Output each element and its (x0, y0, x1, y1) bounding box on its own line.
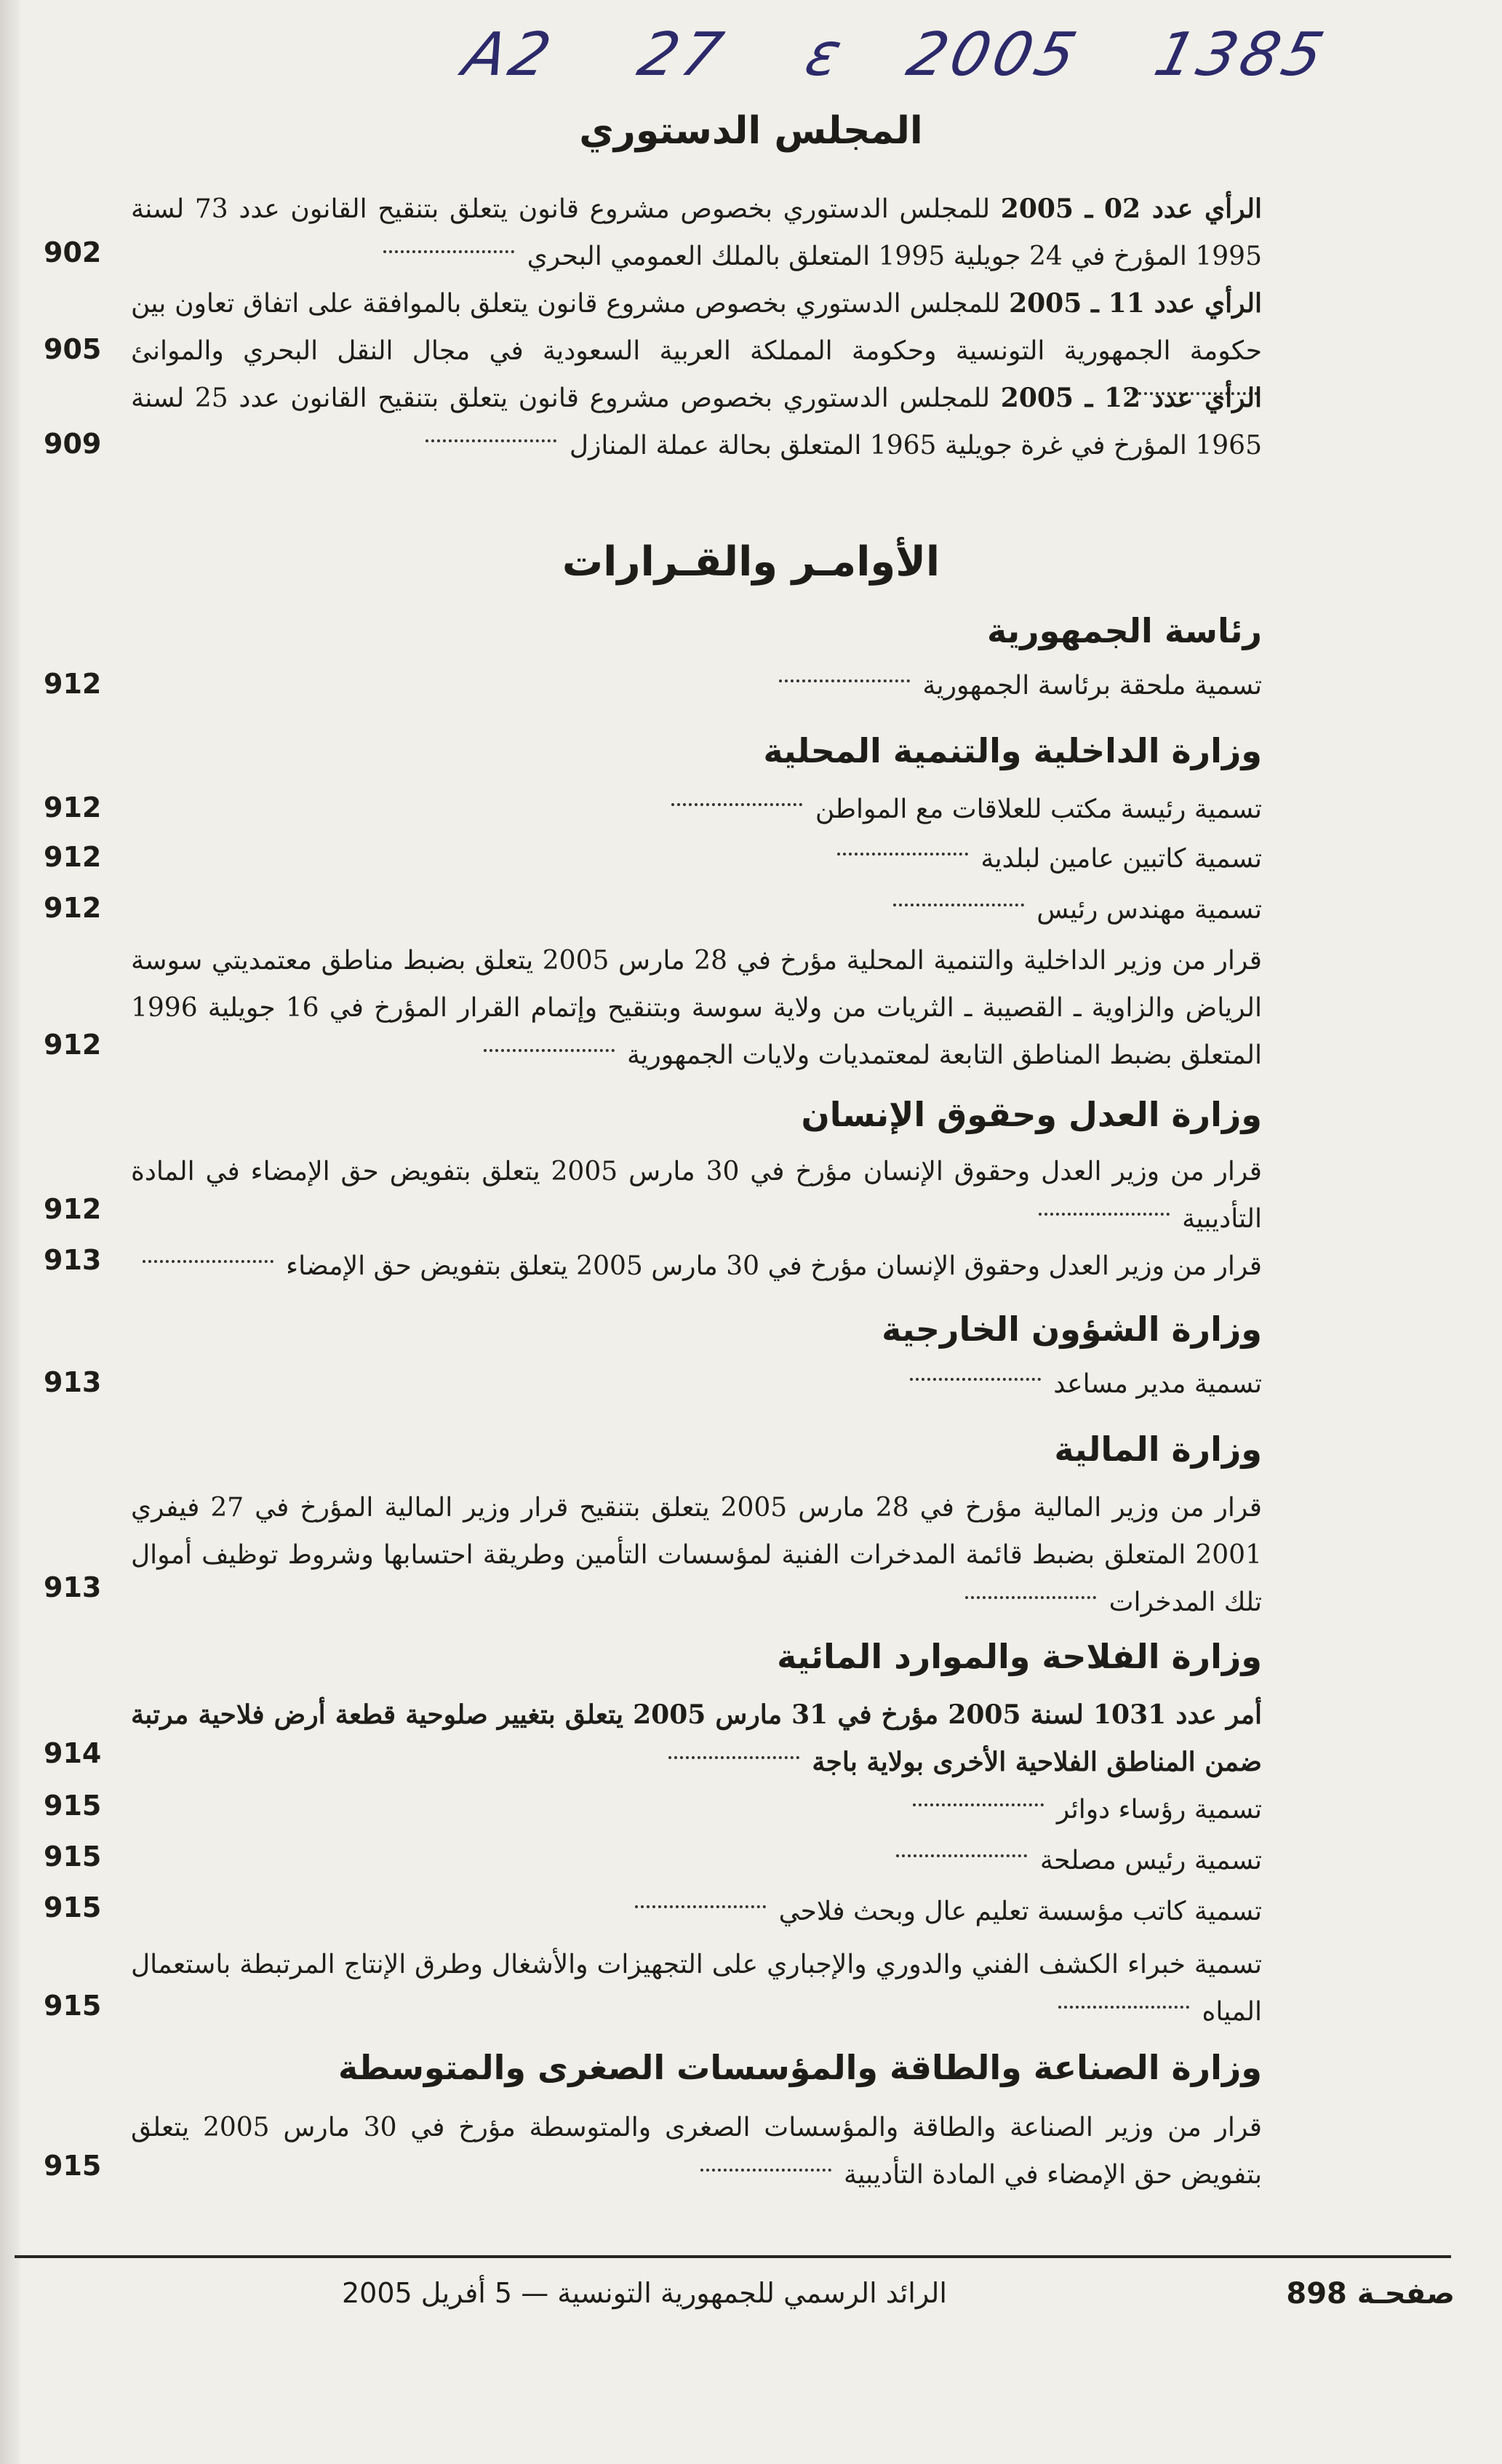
section-heading: رئاسة الجمهورية (986, 611, 1262, 650)
leader-dots (965, 1596, 1096, 1599)
leader-dots (893, 904, 1024, 906)
entry-text: تسمية رؤساء دوائر (1056, 1795, 1262, 1825)
entry-text: تسمية رئيس مصلحة (1039, 1846, 1262, 1875)
handwritten-annotation (457, 13, 1375, 100)
entry (131, 1837, 1262, 1884)
council-entry-3 (131, 375, 1262, 469)
leader-dots (635, 1905, 766, 1908)
entry-text: قرار من وزير الصناعة والطاقة والمؤسسات الصغرى والمتوسطة مؤرخ في 30 مارس 2005 يتعلق بتفويض حق الإمضاء في المادة التأديبية (131, 2113, 1263, 2190)
council-entry-1 (131, 186, 1262, 280)
page-number: 913 (44, 1366, 102, 1398)
entry (131, 786, 1262, 833)
entry (131, 1941, 1262, 2036)
footer-page-label: صفحـة 898 (1286, 2277, 1455, 2311)
entry (131, 1484, 1262, 1626)
entry-text: تسمية ملحقة برئاسة الجمهورية (922, 671, 1262, 701)
entry-text: للمجلس الدستوري بخصوص مشروع قانون يتعلق بتنقيح القانون عدد 25 لسنة 1965 المؤرخ في غرة جويلية 1965 المتعلق بحالة عملة المنازل (131, 383, 1262, 460)
footer-rule (15, 2255, 1451, 2258)
entry (131, 937, 1262, 1079)
leader-dots (837, 853, 968, 856)
page-number: 913 (44, 1571, 102, 1603)
page-number: 905 (44, 333, 102, 365)
page-number: 915 (44, 2150, 102, 2182)
page-number: 912 (44, 792, 102, 824)
page-number: 912 (44, 1029, 102, 1061)
entry-text: للمجلس الدستوري بخصوص مشروع قانون يتعلق بتنقيح القانون عدد 73 لسنة 1995 المؤرخ في 24 جويلية 1995 المتعلق بالملك العمومي البحري (131, 194, 1262, 271)
entry (131, 1148, 1262, 1243)
page-number: 915 (44, 1841, 102, 1873)
entry (131, 662, 1262, 709)
entry-lead: الرأي عدد 11 ـ 2005 (1009, 288, 1262, 319)
section-heading: وزارة الداخلية والتنمية المحلية (763, 731, 1262, 770)
leader-dots (896, 1854, 1027, 1857)
entry (131, 1691, 1262, 1786)
entry-text: تسمية رئيسة مكتب للعلاقات مع المواطن (815, 794, 1262, 824)
leader-dots (383, 250, 514, 253)
leader-dots (143, 1260, 273, 1263)
entry (131, 1786, 1262, 1833)
leader-dots (668, 1756, 799, 1759)
scan-edge (0, 0, 20, 2464)
handwriting-part: ε (799, 20, 853, 89)
leader-dots (671, 803, 802, 806)
handwriting-part: 1385 (1148, 20, 1335, 89)
entry-text: تسمية خبراء الكشف الفني والدوري والإجباري على التجهيزات والأشغال وطرق الإنتاج المرتبطة باستعمال المياه (131, 1950, 1262, 2027)
leader-dots (913, 1803, 1044, 1806)
footer-journal: الرائد الرسمي للجمهورية التونسية — 5 أفريل 2005 (342, 2277, 947, 2309)
page-number: 915 (44, 1990, 102, 2022)
page-number: 912 (44, 892, 102, 924)
handwriting-part: 2005 (900, 20, 1087, 89)
entry-text: قرار من وزير الداخلية والتنمية المحلية مؤرخ في 28 مارس 2005 يتعلق بضبط مناطق معتمديتي سوسة الرياض والزاوية ـ القصيبة ـ الثريات من ولاية سوسة وبتنقيح وإتمام القرار المؤرخ في 16 جويلية 1996 المتعلق بضبط المناطق التابعة لمعتمديات ولايات الجمهورية (131, 946, 1263, 1070)
orders-heading: الأوامـر والقـرارات (562, 538, 940, 586)
page-number: 914 (44, 1737, 102, 1769)
entry-text: للمجلس الدستوري بخصوص مشروع قانون يتعلق بالموافقة على اتفاق تعاون بين حكومة الجمهورية التونسية وحكومة المملكة العربية السعودية في مجال النقل البحري والموانئ (131, 289, 1262, 366)
entry-lead: الرأي عدد 02 ـ 2005 (1000, 194, 1262, 224)
entry-lead: الرأي عدد 12 ـ 2005 (1000, 383, 1262, 413)
section-heading: وزارة العدل وحقوق الإنسان (801, 1095, 1262, 1134)
page-number: 912 (44, 841, 102, 873)
page-number: 912 (44, 668, 102, 700)
entry-text: قرار من وزير العدل وحقوق الإنسان مؤرخ في 30 مارس 2005 يتعلق بتفويض حق الإمضاء (286, 1251, 1262, 1281)
section-heading: وزارة الفلاحة والموارد المائية (777, 1637, 1262, 1676)
page-number: 912 (44, 1193, 102, 1225)
entry (131, 886, 1262, 933)
handwriting-part: 27 (631, 20, 734, 89)
page-number: 913 (44, 1244, 102, 1276)
leader-dots (1039, 1213, 1170, 1216)
entry-text: تسمية مدير مساعد (1053, 1369, 1262, 1399)
section-heading: وزارة الشؤون الخارجية (882, 1309, 1262, 1349)
page-number: 902 (44, 236, 102, 268)
entry (131, 1360, 1262, 1408)
leader-dots (779, 679, 910, 682)
entry (131, 2104, 1262, 2198)
leader-dots (700, 2169, 831, 2172)
entry-text: تسمية كاتب مؤسسة تعليم عال وبحث فلاحي (778, 1897, 1262, 1926)
page-number: 909 (44, 428, 102, 460)
entry-text: أمر عدد 1031 لسنة 2005 مؤرخ في 31 مارس 2005 يتعلق بتغيير صلوحية قطعة أرض فلاحية مرتبة ضمن المناطق الفلاحية الأخرى بولاية باجة (131, 1699, 1262, 1777)
page-number: 915 (44, 1891, 102, 1923)
leader-dots (426, 439, 556, 442)
leader-dots (1058, 2006, 1189, 2009)
entry (131, 835, 1262, 882)
entry-text: قرار من وزير المالية مؤرخ في 28 مارس 2005 يتعلق بتنقيح قرار وزير المالية المؤرخ في 27 فيفري 2001 المتعلق بضبط قائمة المدخرات الفنية لمؤسسات التأمين وطريقة احتسابها وشروط توظيف أموال تلك المدخرات (131, 1493, 1262, 1617)
entry-text: تسمية مهندس رئيس (1036, 895, 1262, 925)
entry-text: قرار من وزير العدل وحقوق الإنسان مؤرخ في 30 مارس 2005 يتعلق بتفويض حق الإمضاء في المادة التأديبية (131, 1157, 1263, 1234)
page-number: 915 (44, 1790, 102, 1822)
section-heading: وزارة المالية (1054, 1430, 1262, 1469)
section-heading: وزارة الصناعة والطاقة والمؤسسات الصغرى والمتوسطة (337, 2048, 1262, 2087)
entry-text: تسمية كاتبين عامين لبلدية (980, 844, 1262, 874)
council-heading: المجلس الدستوري (579, 109, 923, 153)
leader-dots (484, 1049, 615, 1052)
handwriting-part: A2 (457, 20, 562, 89)
leader-dots (910, 1378, 1041, 1381)
entry (131, 1888, 1262, 1935)
entry (131, 1243, 1262, 1290)
